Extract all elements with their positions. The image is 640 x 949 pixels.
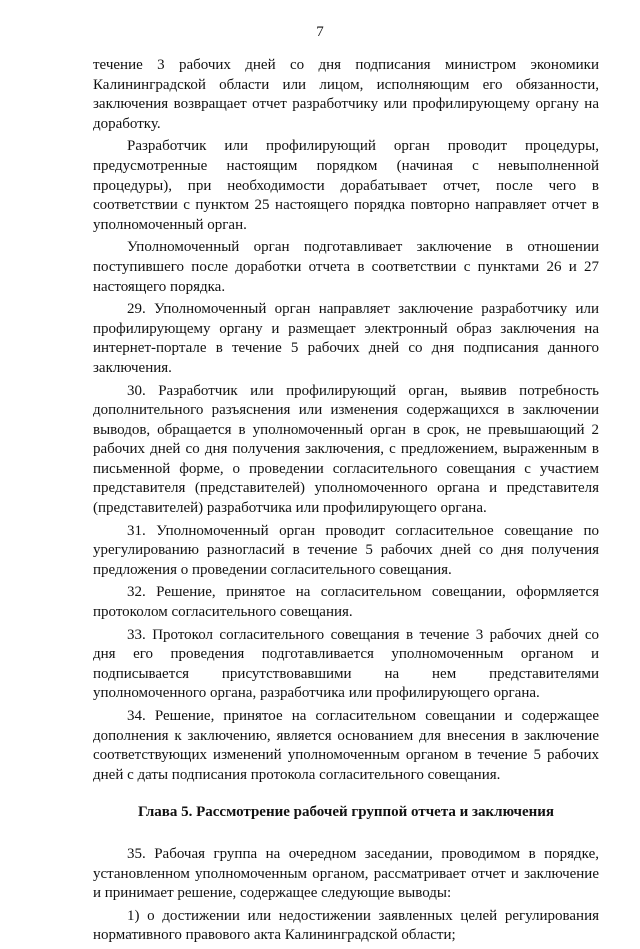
document-body [93, 56, 599, 949]
paragraph-33: 33. Протокол согласительного совещания в течение 3 рабочих дней со дня его проведения подготавливается уполномоченным органом и подписывается присутствовавшими на нем представителями уполномоченного органа, разработчика или профилирующего органа. [93, 626, 599, 702]
paragraph-authorized-body-conclusion: Уполномоченный орган подготавливает заключение в отношении поступившего после доработки отчета в соответствии с пунктами 26 и 27 настоящего порядка. [93, 239, 599, 295]
paragraph-developer-procedures: Разработчик или профилирующий орган проводит процедуры, предусмотренные настоящим порядком (начиная с невыполненной процедуры), при необходимости дорабатывает отчет, после чего в соответствии с пунктом 25 настоящего порядка повторно направляет отчет в уполномоченный орган. [93, 138, 599, 233]
paragraph-34: 34. Решение, принятое на согласительном совещании и содержащее дополнения к заключению, является основанием для внесения в заключение соответствующих изменений уполномоченным органом в течение 5 рабочих дней с даты подписания протокола согласительного совещания. [93, 708, 599, 783]
paragraph-continuation: течение 3 рабочих дней со дня подписания министром экономики Калининградской области или лицом, исполняющим его обязанности, заключения возвращает отчет разработчику или профилирующему органу на доработку. [93, 57, 599, 132]
paragraph-32: 32. Решение, принятое на согласительном совещании, оформляется протоколом согласительного совещания. [93, 584, 599, 621]
paragraph-35-item-1: 1) о достижении или недостижении заявленных целей регулирования нормативного правового акта Калининградской области; [93, 907, 599, 944]
paragraph-35: 35. Рабочая группа на очередном заседании, проводимом в порядке, установленном уполномоченным органом, рассматривает отчет и заключение и принимает решение, содержащее следующие выводы: [93, 845, 599, 902]
paragraph-30: 30. Разработчик или профилирующий орган, выявив потребность дополнительного разъяснения или изменения содержащихся в заключении выводов, обращается в уполномоченный орган в срок, не превышающий 2 рабочих дней со дня получения заключения, с предложением, выраженным в письменной форме, о проведении согласительного совещания с участием представителя (представителей) уполномоченного органа и представителя (представителей) разработчика или профилирующего органа. [93, 382, 599, 517]
page-number: 7 [316, 24, 324, 40]
chapter-heading: Глава 5. Рассмотрение рабочей группой отчета и заключения [137, 804, 555, 821]
paragraph-29: 29. Уполномоченный орган направляет заключение разработчику или профилирующему органу и размещает электронный образ заключения на интернет-портале в течение 5 рабочих дней со дня подписания данного заключения. [93, 301, 599, 376]
paragraph-31: 31. Уполномоченный орган проводит согласительное совещание по урегулированию разногласий в течение 5 рабочих дней со дня получения предложения о проведении согласительного совещания. [93, 522, 599, 578]
